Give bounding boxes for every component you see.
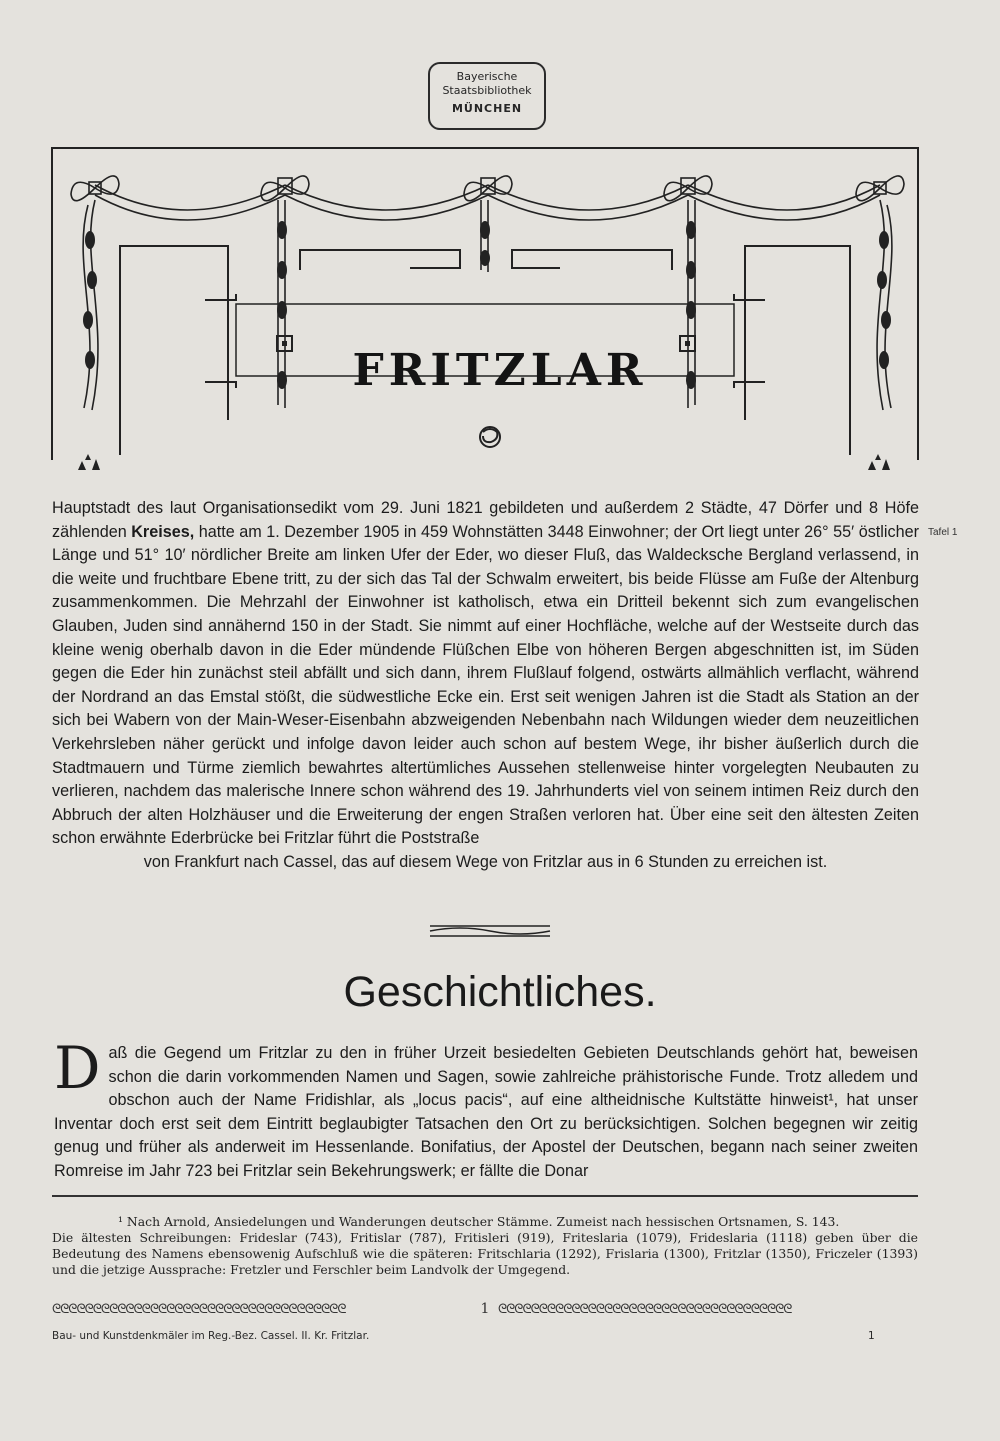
ornament-band-right: ᘓᘓᘓᘓᘓᘓᘓᘓᘓᘓᘓᘓᘓᘓᘓᘓᘓᘓᘓᘓᘓᘓᘓᘓᘓᘓᘓᘓᘓᘓᘓᘓᘓᘓᘓᘓ bbox=[497, 1301, 792, 1317]
ornament-band-left: ᘓᘓᘓᘓᘓᘓᘓᘓᘓᘓᘓᘓᘓᘓᘓᘓᘓᘓᘓᘓᘓᘓᘓᘓᘓᘓᘓᘓᘓᘓᘓᘓᘓᘓᘓᘓ bbox=[52, 1301, 346, 1317]
rosette-ornament bbox=[480, 427, 500, 447]
footer-source: Bau- und Kunstdenkmäler im Reg.-Bez. Cassel. II. Kr. Fritzlar. bbox=[52, 1330, 370, 1342]
stamp-line-2: Staatsbibliothek bbox=[442, 84, 532, 97]
history-text: aß die Gegend um Fritzlar zu den in früher Urzeit besiedelten Gebieten Deutschlands gehört hat, beweisen schon die darin vorkommenden Namen und Sagen, sowie zahlreiche prähistorische Funde. Trotz alledem und obschon auch der Name Fridishlar, als „locus pacis“, auf eine altheidnische Kultstätte hinweist¹, hat unser Inventar doch erst seit dem Eintritt beglaubigter Tatsachen den Ort zu berücksichtigen. Solchen begegnen wir zeitig genug und früher als anderweit im Hessenlande. Bonifatius, der Apostel der Deutschen, begann nach seiner zweiten Romreise im Jahr 723 bei Fritzlar sein Bekehrungswerk; er fällte die Donar bbox=[54, 1044, 918, 1180]
page-title: FRITZLAR bbox=[352, 345, 648, 397]
footnote-separator bbox=[52, 1195, 918, 1197]
footer-ornament-band bbox=[52, 1300, 918, 1318]
sheet-number: 1 bbox=[480, 1301, 490, 1317]
kreises-emphasis: Kreises, bbox=[131, 522, 195, 541]
footnote-line-1: ¹ Nach Arnold, Ansiedelungen und Wanderungen deutscher Stämme. Zumeist nach hessischen Ortsnamen, S. 143. bbox=[118, 1214, 840, 1229]
intro-text-b: hatte am 1. Dezember 1905 in 459 Wohnstätten 3448 Einwohner; der Ort liegt unter 26° 55′ östlicher Länge und 51° 10′ nördlicher Breite am linken Ufer der Eder, wo dieser Fluß, das Waldecksche Bergland verlassend, in die weite und fruchtbare Ebene tritt, zu der sich das Tal der Schwalm erweitert, bis beide Flüsse am Fuße der Altenburg zusammenkommen. Die Mehrzahl der Einwohner ist katholisch, etwa ein Dritteil bekennt sich zum evangelischen Glauben, Juden sind annähernd 150 in der Stadt. Sie nimmt auf einer Hochfläche, welche auf der Westseite durch das kleine wenig oberhalb davon in die Eder mündende Flüßchen Elbe von höheren Bergen abgeschnitten ist, im Süden gegen die Eder hin zunächst steil abfällt und sich dann, ihrem Flußlauf folgend, ostwärts allmählich verflacht, während der Nordrand an das Emstal stößt, die südwestliche Ecke ein. Erst seit wenigen Jahren ist die Stadt als Station an der sich bei Wabern von der Main-Weser-Eisenbahn abzweigenden Nebenbahn nach Wildungen wieder dem neuzeitlichen Verkehrsleben näher gerückt und infolge davon leider auch schon auf bestem Wege, ihr bisher äußerlich durch die Stadtmauern und Türme ziemlich bewahrtes altertümliches Aussehen stellenweise hinter vorgelegten Neubauten zu verlieren, nachdem das malerische Innere schon während des 19. Jahrhunderts viel von seinem intimen Reiz durch den Abbruch der alten Holzhäuser und die Erweiterung der engen Straßen verloren hat. Über eine seit den ältesten Zeiten schon erwähnte Ederbrücke bei Fritzlar führt die Poststraße bbox=[52, 522, 919, 848]
drop-cap: D bbox=[54, 1034, 101, 1102]
stamp-line-3: MÜNCHEN bbox=[451, 102, 523, 115]
intro-text-a: Hauptstadt des laut Organisationsedikt vom 29. Juni 1821 gebildeten und außerdem 2 Städte, 47 Dörfer und 8 Höfe zählenden bbox=[52, 499, 919, 541]
section-heading: Geschichtliches. bbox=[343, 968, 657, 1016]
intro-paragraph bbox=[52, 497, 919, 875]
bow-ornament bbox=[856, 176, 904, 201]
stamp-line-1: Bayerische bbox=[456, 70, 518, 83]
bow-ornament bbox=[71, 176, 119, 201]
footnote bbox=[52, 1214, 918, 1278]
page-number: 1 bbox=[868, 1330, 875, 1342]
bow-ornament bbox=[261, 176, 309, 201]
tassel-ornament-left bbox=[78, 454, 100, 470]
bow-ornament bbox=[664, 176, 712, 201]
history-paragraph bbox=[54, 1034, 918, 1184]
tassel-ornament-right bbox=[868, 454, 890, 470]
intro-last-line: von Frankfurt nach Cassel, das auf diesem Wege von Fritzlar aus in 6 Stunden zu erreichen ist. bbox=[143, 852, 828, 871]
bow-ornament bbox=[464, 176, 512, 201]
header-ornament-frame bbox=[0, 0, 1000, 480]
section-divider-ornament bbox=[420, 918, 560, 942]
margin-note-plate: Tafel 1 bbox=[928, 527, 958, 538]
footnote-rest: Die ältesten Schreibungen: Frideslar (743), Fritislar (787), Fritisleri (919), Friteslaria (1079), Frideslaria (1118) geben über die Bedeutung des Namens ebensowenig Aufschluß wie die späteren: Fritschlaria (1292), Frislaria (1300), Fritzlar (1350), Friczeler (1393) und die jetzige Aussprache: Fretzler und Ferschler beim Landvolk der Umgegend. bbox=[52, 1230, 918, 1277]
